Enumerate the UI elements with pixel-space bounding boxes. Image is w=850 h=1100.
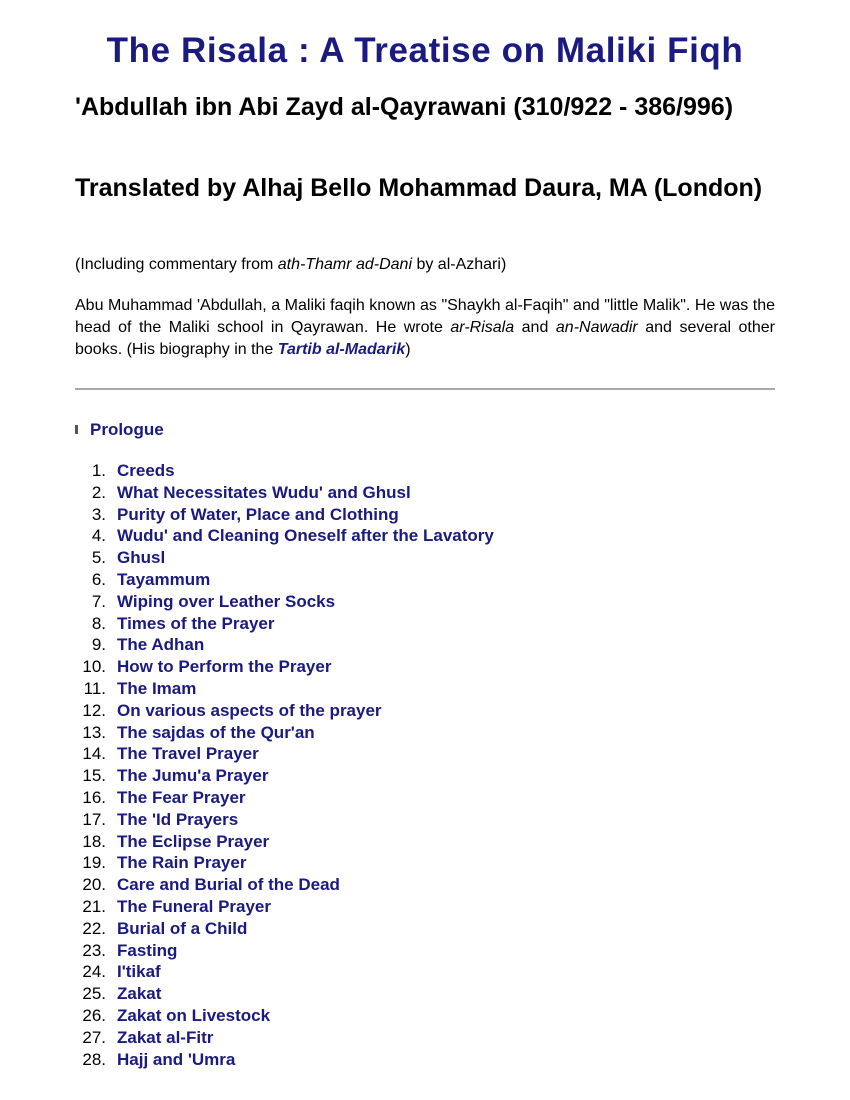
chapter-link[interactable]: The Funeral Prayer — [117, 896, 272, 916]
chapter-item — [75, 613, 494, 635]
bio-text-4: ) — [405, 341, 411, 358]
chapter-number: 13. — [82, 722, 106, 742]
chapter-link[interactable]: The Eclipse Prayer — [117, 831, 270, 851]
chapter-item — [75, 896, 494, 918]
chapter-item — [75, 504, 494, 526]
chapter-item — [75, 591, 494, 613]
chapter-number: 21. — [82, 896, 106, 916]
chapter-item — [75, 940, 494, 962]
chapter-item — [75, 831, 494, 853]
chapter-link[interactable]: Times of the Prayer — [117, 613, 275, 633]
chapter-number: 1. — [91, 461, 106, 480]
chapter-item — [75, 787, 494, 809]
chapter-number: 11. — [83, 678, 106, 698]
chapter-item — [75, 961, 494, 983]
chapter-number: 24. — [82, 962, 106, 982]
chapter-link[interactable]: Zakat al-Fitr — [117, 1027, 214, 1047]
chapter-link[interactable]: Care and Burial of the Dead — [117, 875, 340, 895]
chapter-link[interactable]: Zakat — [117, 984, 162, 1004]
chapter-link[interactable]: What Necessitates Wudu' and Ghusl — [117, 482, 411, 502]
chapter-link[interactable]: Ghusl — [117, 548, 166, 568]
chapter-link[interactable]: The sajdas of the Qur'an — [117, 722, 315, 742]
author-heading: 'Abdullah ibn Abi Zayd al-Qayrawani (310/922 - 386/996) — [75, 93, 734, 121]
tartib-link-label: Tartib al-Madarik — [277, 341, 406, 358]
chapter-link[interactable]: How to Perform the Prayer — [117, 657, 332, 677]
bullet-icon — [75, 425, 78, 434]
chapter-number: 2. — [91, 482, 106, 502]
chapter-link[interactable]: On various aspects of the prayer — [117, 700, 382, 720]
chapter-number: 27. — [82, 1027, 106, 1047]
chapter-number: 28. — [82, 1049, 106, 1069]
commentary-prefix: (Including commentary from — [75, 256, 278, 273]
chapter-link[interactable]: The Rain Prayer — [117, 853, 247, 873]
chapter-item — [75, 874, 494, 896]
chapter-item — [75, 634, 494, 656]
chapter-number: 20. — [82, 875, 106, 895]
chapter-item — [75, 1049, 494, 1071]
bio-text-1: Abu Muhammad 'Abdullah, a Maliki faqih known as "Shaykh al-Faqih" and "little Malik". He was the head of the Maliki school in Qayrawan. He wrote — [75, 297, 775, 336]
chapter-item — [75, 525, 494, 547]
prologue-item — [75, 419, 164, 441]
chapter-number: 23. — [82, 940, 106, 960]
chapter-link[interactable]: Purity of Water, Place and Clothing — [117, 504, 399, 524]
chapter-item — [75, 547, 494, 569]
chapter-list — [75, 460, 494, 1070]
chapter-link[interactable]: The Jumu'a Prayer — [117, 766, 269, 786]
chapter-item — [75, 743, 494, 765]
bio-work-risala: ar-Risala — [450, 319, 515, 336]
bio-text-3: and several other books. (His biography in the — [75, 319, 776, 358]
chapter-item — [75, 460, 494, 482]
chapter-link[interactable]: Wiping over Leather Socks — [117, 591, 336, 611]
chapter-item — [75, 765, 494, 787]
chapter-number: 10. — [82, 657, 106, 677]
commentary-note — [75, 255, 775, 275]
tartib-al-madarik-link[interactable] — [278, 341, 405, 358]
chapter-item — [75, 1027, 494, 1049]
chapter-link[interactable]: Tayammum — [117, 569, 211, 589]
chapter-link[interactable]: The Adhan — [117, 635, 205, 655]
chapter-link[interactable]: Creeds — [117, 461, 175, 480]
chapter-item — [75, 918, 494, 940]
chapter-item — [75, 1005, 494, 1027]
chapter-number: 22. — [82, 918, 106, 938]
chapter-item — [75, 852, 494, 874]
chapter-link[interactable]: The Imam — [117, 678, 197, 698]
chapter-number: 12. — [82, 700, 106, 720]
chapter-link[interactable]: Wudu' and Cleaning Oneself after the Lavatory — [117, 526, 494, 546]
chapter-item — [75, 700, 494, 722]
chapter-link[interactable]: Fasting — [117, 940, 178, 960]
chapter-item — [75, 983, 494, 1005]
prologue-link[interactable]: Prologue — [90, 420, 164, 439]
chapter-number: 9. — [91, 635, 106, 655]
bio-work-nawadir: an-Nawadir — [555, 319, 638, 336]
page-title: The Risala : A Treatise on Maliki Fiqh — [106, 31, 744, 70]
chapter-number: 8. — [91, 613, 106, 633]
chapter-number: 3. — [91, 504, 106, 524]
chapter-number: 25. — [82, 984, 106, 1004]
translator-heading: Translated by Alhaj Bello Mohammad Daura, MA (London) — [75, 174, 763, 202]
chapter-item — [75, 482, 494, 504]
bio-text-2: and — [514, 319, 556, 336]
chapter-number: 14. — [82, 744, 106, 764]
chapter-item — [75, 656, 494, 678]
chapter-number: 19. — [82, 853, 106, 873]
chapter-item — [75, 722, 494, 744]
chapter-number: 18. — [82, 831, 106, 851]
chapter-number: 4. — [91, 526, 106, 546]
chapter-number: 17. — [82, 809, 106, 829]
chapter-item — [75, 678, 494, 700]
chapter-link[interactable]: Hajj and 'Umra — [117, 1049, 236, 1069]
commentary-work: ath-Thamr ad-Dani — [277, 256, 413, 273]
chapter-item — [75, 809, 494, 831]
chapter-link[interactable]: I'tikaf — [117, 962, 161, 982]
chapter-number: 7. — [91, 591, 106, 611]
author-biography — [75, 295, 775, 361]
chapter-number: 6. — [91, 569, 106, 589]
chapter-link[interactable]: The 'Id Prayers — [117, 809, 239, 829]
chapter-item — [75, 569, 494, 591]
chapter-link[interactable]: Burial of a Child — [117, 918, 248, 938]
chapter-link[interactable]: The Travel Prayer — [117, 744, 259, 764]
commentary-suffix: by al-Azhari) — [412, 256, 507, 273]
chapter-link[interactable]: Zakat on Livestock — [117, 1005, 271, 1025]
chapter-number: 5. — [91, 548, 106, 568]
chapter-number: 15. — [82, 766, 106, 786]
chapter-number: 16. — [82, 787, 106, 807]
chapter-number: 26. — [82, 1005, 106, 1025]
horizontal-divider — [75, 388, 775, 390]
chapter-link[interactable]: The Fear Prayer — [117, 787, 246, 807]
